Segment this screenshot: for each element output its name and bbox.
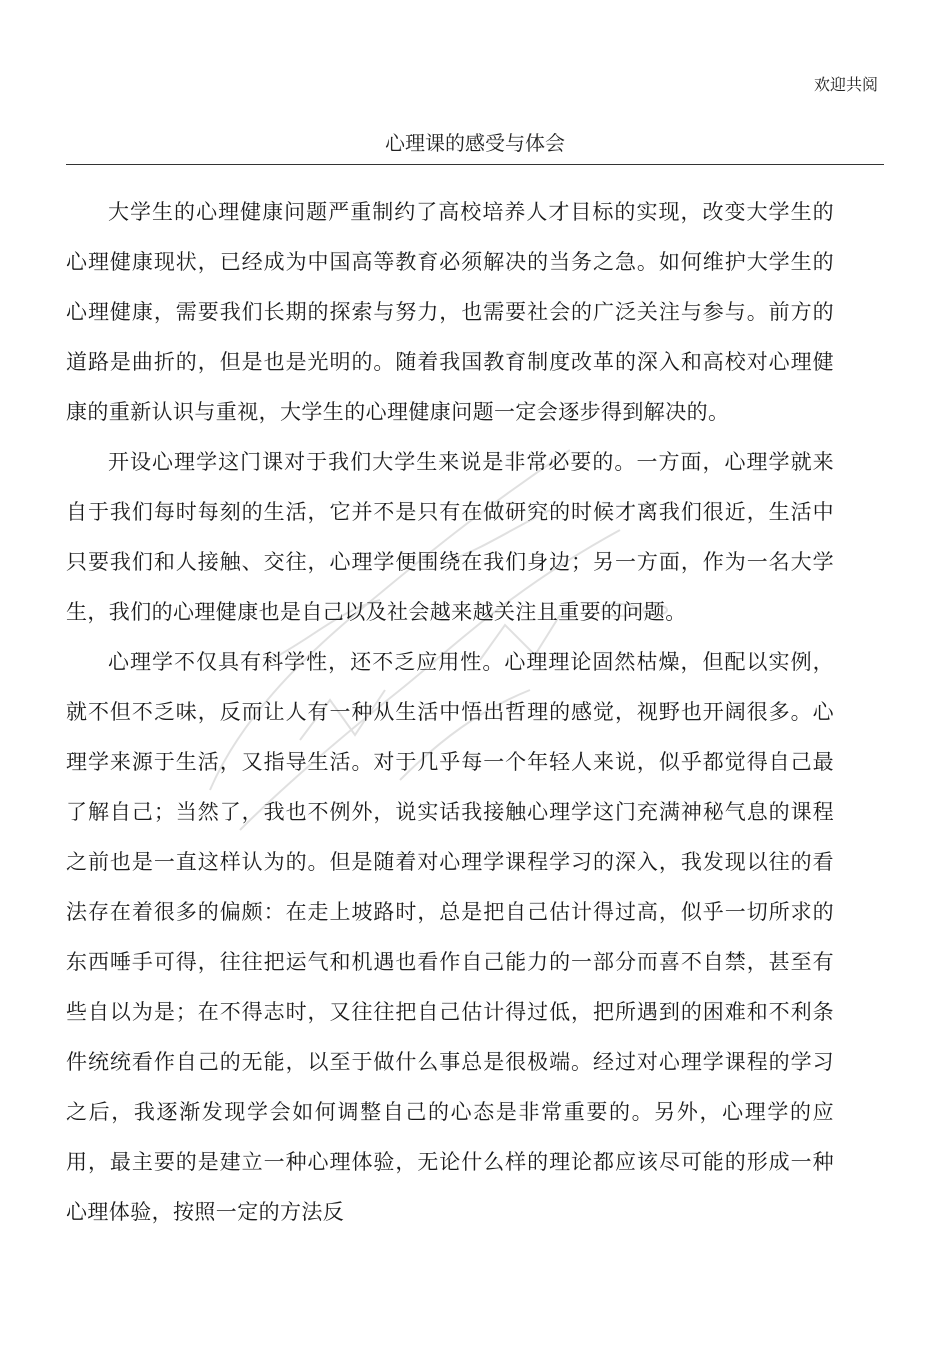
paragraph-1: 大学生的心理健康问题严重制约了高校培养人才目标的实现，改变大学生的心理健康现状，已经成为中国高等教育必须解决的当务之急。如何维护大学生的心理健康，需要我们长期的探索与努力，也需要社会的广泛关注与参与。前方的道路是曲折的，但是也是光明的。随着我国教育制度改革的深入和高校对心理健康的重新认识与重视，大学生的心理健康问题一定会逐步得到解决的。 <box>66 200 834 424</box>
paragraph-3: 心理学不仅具有科学性，还不乏应用性。心理理论固然枯燥，但配以实例，就不但不乏味，反而让人有一种从生活中悟出哲理的感觉，视野也开阔很多。心理学来源于生活，又指导生活。对于几乎每一个年轻人来说，似乎都觉得自己最了解自己；当然了，我也不例外，说实话我接触心理学这门充满神秘气息的课程之前也是一直这样认为的。但是随着对心理学课程学习的深入，我发现以往的看法存在着很多的偏颇：在走上坡路时，总是把自己估计得过高，似乎一切所求的东西唾手可得，往往把运气和机遇也看作自己能力的一部分而喜不自禁，甚至有些自以为是；在不得志时，又往往把自己估计得过低，把所遇到的困难和不利条件统统看作自己的无能，以至于做什么事总是很极端。经过对心理学课程的学习之后，我逐渐发现学会如何调整自己的心态是非常重要的。另外，心理学的应用，最主要的是建立一种心理体验，无论什么样的理论都应该尽可能的形成一种心理体验，按照一定的方法反 <box>66 650 834 1224</box>
header-note: 欢迎共阅 <box>813 75 878 94</box>
document-title: 心理课的感受与体会 <box>385 131 565 155</box>
title-divider <box>66 164 884 165</box>
document-body <box>66 187 834 1237</box>
paragraph-2: 开设心理学这门课对于我们大学生来说是非常必要的。一方面，心理学就来自于我们每时每刻的生活，它并不是只有在做研究的时候才离我们很近，生活中只要我们和人接触、交往，心理学便围绕在我们身边；另一方面，作为一名大学生，我们的心理健康也是自己以及社会越来越关注且重要的问题。 <box>66 450 834 624</box>
